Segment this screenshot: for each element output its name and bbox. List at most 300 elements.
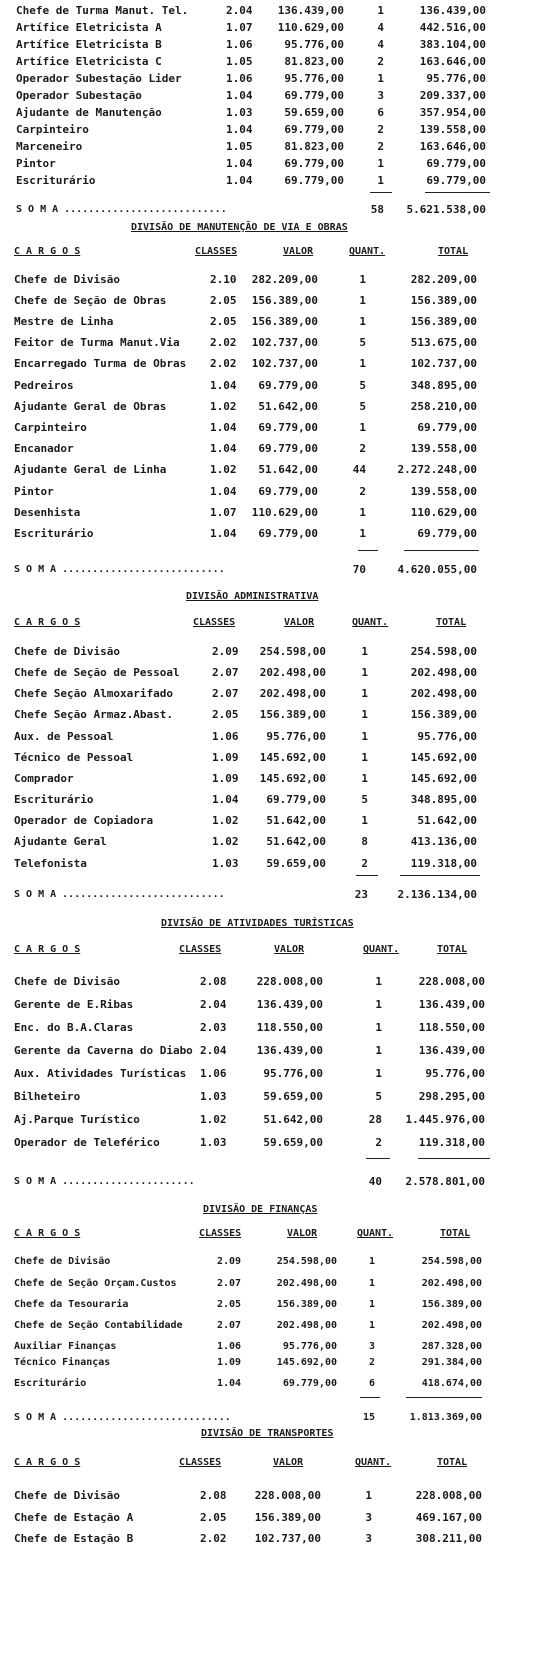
total-value: 69.779,00	[417, 421, 477, 434]
unit-value: 59.659,00	[263, 1090, 323, 1103]
cargo-name: Bilheteiro	[14, 1090, 81, 1103]
unit-value: 282.209,00	[251, 273, 318, 286]
column-header-classes: CLASSES	[199, 1228, 242, 1239]
cargo-name: Enc. do B.A.Claras	[14, 1021, 134, 1034]
class-value: 1.04	[210, 442, 237, 455]
quantity-value: 1	[377, 174, 384, 187]
quantity-value: 2	[377, 140, 384, 153]
total-value: 348.895,00	[410, 379, 477, 392]
total-value: 308.211,00	[415, 1532, 482, 1545]
quantity-value: 1	[361, 730, 368, 743]
quantity-value: 1	[361, 645, 368, 658]
cargo-name: Chefe de Divisão	[14, 273, 120, 286]
unit-value: 228.008,00	[254, 1489, 321, 1502]
quantity-value: 1	[359, 273, 366, 286]
unit-value: 156.389,00	[254, 1511, 321, 1524]
quantity-value: 1	[368, 1278, 375, 1289]
cargo-name: Chefe de Seção Contabilidade	[14, 1320, 183, 1331]
total-value: 156.389,00	[410, 315, 477, 328]
cargo-name: Ajudante Geral de Linha	[14, 463, 167, 476]
total-rule	[406, 1397, 482, 1398]
unit-value: 95.776,00	[284, 38, 344, 51]
unit-value: 102.737,00	[251, 357, 318, 370]
class-value: 1.04	[226, 174, 253, 187]
quantity-value: 1	[368, 1256, 375, 1267]
total-value: 209.337,00	[419, 89, 486, 102]
total-rule	[425, 192, 490, 193]
cargo-name: Operador Subestação Lider	[16, 72, 182, 85]
unit-value: 69.779,00	[266, 793, 326, 806]
total-value: 95.776,00	[417, 730, 477, 743]
cargo-name: Gerente de E.Ribas	[14, 998, 134, 1011]
column-header-cargos: C A R G O S	[14, 246, 81, 257]
unit-value: 254.598,00	[259, 645, 326, 658]
total-value: 228.008,00	[418, 975, 485, 988]
cargo-name: Encanador	[14, 442, 74, 455]
total-rule	[400, 875, 480, 876]
cargo-name: Comprador	[14, 772, 74, 785]
unit-value: 102.737,00	[254, 1532, 321, 1545]
quantity-value: 3	[365, 1511, 372, 1524]
total-value: 156.389,00	[410, 708, 477, 721]
unit-value: 145.692,00	[259, 751, 326, 764]
cargo-name: Chefe de Divisão	[14, 975, 120, 988]
total-value: 145.692,00	[410, 772, 477, 785]
class-value: 1.03	[200, 1136, 227, 1149]
column-header-valor: VALOR	[274, 944, 305, 955]
unit-value: 69.779,00	[258, 442, 318, 455]
cargo-name: Auxiliar Finanças	[14, 1341, 117, 1352]
cargo-name: Artífice Eletricista A	[16, 21, 162, 34]
quantity-value: 1	[365, 1489, 372, 1502]
unit-value: 69.779,00	[258, 485, 318, 498]
total-value: 69.779,00	[417, 527, 477, 540]
unit-value: 156.389,00	[251, 294, 318, 307]
cargo-name: Chefe de Turma Manut. Tel.	[16, 4, 189, 17]
column-header-quant: QUANT.	[355, 1457, 392, 1468]
total-value: 119.318,00	[410, 857, 477, 870]
quantity-value: 1	[368, 1320, 375, 1331]
soma-quantity: 23	[354, 888, 368, 901]
cargo-name: Mestre de Linha	[14, 315, 114, 328]
unit-value: 59.659,00	[266, 857, 326, 870]
quantity-value: 1	[361, 772, 368, 785]
quantity-value: 3	[368, 1341, 375, 1352]
total-value: 110.629,00	[410, 506, 477, 519]
quantity-value: 1	[359, 357, 366, 370]
class-value: 1.02	[212, 835, 239, 848]
class-value: 1.07	[210, 506, 237, 519]
soma-quantity: 70	[352, 563, 366, 576]
section-title: DIVISÃO DE TRANSPORTES	[201, 1428, 334, 1439]
unit-value: 69.779,00	[284, 123, 344, 136]
soma-total: 2.136.134,00	[397, 888, 477, 901]
quantity-value: 1	[375, 1021, 382, 1034]
unit-value: 254.598,00	[276, 1256, 337, 1267]
quantity-value: 3	[365, 1532, 372, 1545]
column-header-total: TOTAL	[436, 617, 467, 628]
unit-value: 51.642,00	[263, 1113, 323, 1126]
cargo-name: Chefe de Divisão	[14, 645, 120, 658]
unit-value: 202.498,00	[259, 687, 326, 700]
column-header-total: TOTAL	[438, 246, 469, 257]
cargo-name: Chefe de Seção de Obras	[14, 294, 167, 307]
quantity-value: 5	[375, 1090, 382, 1103]
class-value: 2.09	[212, 645, 239, 658]
class-value: 1.09	[212, 751, 239, 764]
unit-value: 95.776,00	[266, 730, 326, 743]
cargo-name: Operador de Copiadora	[14, 814, 154, 827]
column-header-total: TOTAL	[440, 1228, 471, 1239]
class-value: 1.04	[226, 89, 253, 102]
class-value: 1.06	[226, 72, 253, 85]
quantity-value: 1	[359, 506, 366, 519]
cargo-name: Técnico de Pessoal	[14, 751, 134, 764]
unit-value: 202.498,00	[259, 666, 326, 679]
cargo-name: Pintor	[14, 485, 54, 498]
quantity-value: 1	[361, 708, 368, 721]
unit-value: 51.642,00	[258, 463, 318, 476]
soma-label: S O M A ...........................	[14, 564, 225, 575]
total-value: 357.954,00	[419, 106, 486, 119]
class-value: 1.04	[210, 527, 237, 540]
quantity-value: 8	[361, 835, 368, 848]
total-value: 469.167,00	[415, 1511, 482, 1524]
total-value: 102.737,00	[410, 357, 477, 370]
class-value: 2.08	[200, 1489, 227, 1502]
total-value: 287.328,00	[421, 1341, 482, 1352]
quantity-value: 3	[377, 89, 384, 102]
class-value: 1.07	[226, 21, 253, 34]
quantity-value: 1	[361, 687, 368, 700]
cargo-name: Escriturário	[14, 793, 94, 806]
total-rule	[418, 1158, 490, 1159]
total-value: 418.674,00	[421, 1378, 482, 1389]
unit-value: 110.629,00	[277, 21, 344, 34]
total-value: 291.384,00	[421, 1357, 482, 1368]
quantity-rule	[360, 1397, 380, 1398]
quantity-value: 6	[368, 1378, 375, 1389]
quantity-rule	[358, 550, 378, 551]
quantity-value: 1	[377, 4, 384, 17]
class-value: 1.04	[212, 793, 239, 806]
unit-value: 81.823,00	[284, 55, 344, 68]
section-title: DIVISÃO DE ATIVIDADES TURÍSTICAS	[161, 918, 354, 929]
soma-total: 2.578.801,00	[405, 1175, 485, 1188]
quantity-value: 2	[359, 485, 366, 498]
cargo-name: Escriturário	[14, 1378, 87, 1389]
cargo-name: Chefe de Seção de Pessoal	[14, 666, 180, 679]
unit-value: 202.498,00	[276, 1320, 337, 1331]
quantity-value: 1	[361, 751, 368, 764]
unit-value: 69.779,00	[282, 1378, 337, 1389]
total-value: 136.439,00	[418, 1044, 485, 1057]
unit-value: 81.823,00	[284, 140, 344, 153]
cargo-name: Gerente da Caverna do Diabo	[14, 1044, 193, 1057]
quantity-value: 44	[352, 463, 366, 476]
total-value: 145.692,00	[410, 751, 477, 764]
class-value: 1.04	[210, 379, 237, 392]
class-value: 2.02	[210, 357, 237, 370]
section-title: DIVISÃO DE MANUTENÇÃO DE VIA E OBRAS	[131, 222, 348, 233]
unit-value: 59.659,00	[284, 106, 344, 119]
class-value: 1.05	[226, 55, 253, 68]
column-header-cargos: C A R G O S	[14, 617, 81, 628]
class-value: 2.04	[200, 998, 227, 1011]
class-value: 2.08	[200, 975, 227, 988]
total-value: 348.895,00	[410, 793, 477, 806]
unit-value: 156.389,00	[251, 315, 318, 328]
total-value: 254.598,00	[421, 1256, 482, 1267]
class-value: 1.04	[226, 123, 253, 136]
cargo-name: Chefe de Seção Orçam.Custos	[14, 1278, 177, 1289]
total-value: 139.558,00	[410, 485, 477, 498]
class-value: 2.03	[200, 1021, 227, 1034]
quantity-value: 1	[359, 315, 366, 328]
cargo-name: Telefonista	[14, 857, 87, 870]
quantity-value: 6	[377, 106, 384, 119]
total-value: 136.439,00	[418, 998, 485, 1011]
column-header-quant: QUANT.	[352, 617, 389, 628]
soma-quantity: 58	[370, 203, 384, 216]
section-title: DIVISÃO DE FINANÇAS	[203, 1204, 318, 1215]
quantity-value: 1	[375, 998, 382, 1011]
class-value: 2.05	[210, 315, 237, 328]
class-value: 2.04	[226, 4, 253, 17]
class-value: 1.05	[226, 140, 253, 153]
quantity-value: 2	[368, 1357, 375, 1368]
unit-value: 136.439,00	[277, 4, 344, 17]
total-value: 69.779,00	[426, 157, 486, 170]
cargo-name: Chefe Seção Almoxarifado	[14, 687, 173, 700]
total-value: 513.675,00	[410, 336, 477, 349]
total-value: 2.272.248,00	[397, 463, 477, 476]
cargo-name: Feitor de Turma Manut.Via	[14, 336, 180, 349]
class-value: 1.02	[210, 463, 237, 476]
quantity-rule	[370, 192, 392, 193]
unit-value: 69.779,00	[258, 379, 318, 392]
quantity-value: 2	[375, 1136, 382, 1149]
soma-label: S O M A ............................	[14, 1412, 231, 1423]
total-value: 298.295,00	[418, 1090, 485, 1103]
quantity-value: 5	[359, 336, 366, 349]
column-header-valor: VALOR	[273, 1457, 304, 1468]
cargo-name: Carpinteiro	[14, 421, 87, 434]
class-value: 1.02	[210, 400, 237, 413]
cargo-name: Chefe de Divisão	[14, 1256, 111, 1267]
column-header-quant: QUANT.	[363, 944, 400, 955]
class-value: 1.04	[226, 157, 253, 170]
class-value: 2.10	[210, 273, 237, 286]
cargo-name: Chefe de Estação B	[14, 1532, 134, 1545]
cargo-name: Pintor	[16, 157, 56, 170]
soma-total: 1.813.369,00	[409, 1412, 482, 1423]
cargo-name: Chefe Seção Armaz.Abast.	[14, 708, 173, 721]
cargo-name: Aux. de Pessoal	[14, 730, 114, 743]
soma-label: S O M A ...........................	[16, 204, 227, 215]
quantity-value: 1	[361, 666, 368, 679]
unit-value: 51.642,00	[266, 835, 326, 848]
cargo-name: Escriturário	[14, 527, 94, 540]
cargo-name: Ajudante Geral	[14, 835, 107, 848]
column-header-classes: CLASSES	[179, 944, 222, 955]
total-value: 139.558,00	[410, 442, 477, 455]
total-rule	[404, 550, 479, 551]
total-value: 202.498,00	[421, 1320, 482, 1331]
total-value: 156.389,00	[421, 1299, 482, 1310]
class-value: 1.09	[217, 1357, 242, 1368]
unit-value: 102.737,00	[251, 336, 318, 349]
class-value: 1.02	[212, 814, 239, 827]
total-value: 1.445.976,00	[405, 1113, 485, 1126]
unit-value: 110.629,00	[251, 506, 318, 519]
class-value: 2.07	[217, 1278, 242, 1289]
unit-value: 95.776,00	[263, 1067, 323, 1080]
cargo-name: Chefe da Tesouraria	[14, 1299, 129, 1310]
total-value: 254.598,00	[410, 645, 477, 658]
unit-value: 69.779,00	[284, 157, 344, 170]
column-header-valor: VALOR	[287, 1228, 318, 1239]
quantity-value: 2	[377, 55, 384, 68]
column-header-quant: QUANT.	[349, 246, 386, 257]
class-value: 2.02	[210, 336, 237, 349]
column-header-cargos: C A R G O S	[14, 1228, 81, 1239]
unit-value: 69.779,00	[258, 527, 318, 540]
total-value: 442.516,00	[419, 21, 486, 34]
cargo-name: Artífice Eletricista C	[16, 55, 162, 68]
soma-label: S O M A ......................	[14, 1176, 195, 1187]
quantity-value: 2	[359, 442, 366, 455]
soma-quantity: 15	[362, 1412, 375, 1423]
class-value: 1.09	[212, 772, 239, 785]
class-value: 1.04	[217, 1378, 242, 1389]
total-value: 51.642,00	[417, 814, 477, 827]
cargo-name: Marceneiro	[16, 140, 83, 153]
quantity-value: 5	[359, 379, 366, 392]
unit-value: 51.642,00	[258, 400, 318, 413]
total-value: 95.776,00	[425, 1067, 485, 1080]
class-value: 2.04	[200, 1044, 227, 1057]
cargo-name: Técnico Finanças	[14, 1357, 111, 1368]
quantity-value: 5	[359, 400, 366, 413]
unit-value: 51.642,00	[266, 814, 326, 827]
total-value: 118.550,00	[418, 1021, 485, 1034]
class-value: 1.03	[212, 857, 239, 870]
quantity-value: 1	[368, 1299, 375, 1310]
quantity-value: 2	[377, 123, 384, 136]
soma-total: 5.621.538,00	[406, 203, 486, 216]
class-value: 1.04	[210, 485, 237, 498]
cargo-name: Operador Subestação	[16, 89, 142, 102]
quantity-value: 2	[361, 857, 368, 870]
cargo-name: Aux. Atividades Turísticas	[14, 1067, 187, 1080]
class-value: 2.07	[212, 687, 239, 700]
total-value: 202.498,00	[410, 687, 477, 700]
unit-value: 95.776,00	[282, 1341, 337, 1352]
cargo-name: Chefe de Estação A	[14, 1511, 134, 1524]
unit-value: 136.439,00	[256, 1044, 323, 1057]
cargo-name: Aj.Parque Turístico	[14, 1113, 140, 1126]
quantity-value: 1	[377, 157, 384, 170]
total-value: 282.209,00	[410, 273, 477, 286]
class-value: 2.05	[210, 294, 237, 307]
column-header-total: TOTAL	[437, 1457, 468, 1468]
column-header-valor: VALOR	[284, 617, 315, 628]
class-value: 2.07	[212, 666, 239, 679]
class-value: 1.06	[217, 1341, 242, 1352]
quantity-value: 1	[375, 1067, 382, 1080]
quantity-value: 1	[375, 1044, 382, 1057]
total-value: 136.439,00	[419, 4, 486, 17]
cargo-name: Pedreiros	[14, 379, 74, 392]
quantity-value: 4	[377, 21, 384, 34]
column-header-classes: CLASSES	[193, 617, 236, 628]
unit-value: 145.692,00	[259, 772, 326, 785]
total-value: 202.498,00	[421, 1278, 482, 1289]
quantity-value: 1	[361, 814, 368, 827]
cargo-name: Escriturário	[16, 174, 96, 187]
cargo-name: Desenhista	[14, 506, 81, 519]
total-value: 383.104,00	[419, 38, 486, 51]
class-value: 1.04	[210, 421, 237, 434]
column-header-classes: CLASSES	[195, 246, 238, 257]
soma-total: 4.620.055,00	[397, 563, 477, 576]
class-value: 1.03	[226, 106, 253, 119]
cargo-name: Encarregado Turma de Obras	[14, 357, 187, 370]
class-value: 1.06	[212, 730, 239, 743]
soma-quantity: 40	[368, 1175, 382, 1188]
class-value: 1.03	[200, 1090, 227, 1103]
class-value: 1.02	[200, 1113, 227, 1126]
unit-value: 202.498,00	[276, 1278, 337, 1289]
class-value: 2.05	[200, 1511, 227, 1524]
unit-value: 145.692,00	[276, 1357, 337, 1368]
quantity-value: 1	[359, 421, 366, 434]
column-header-cargos: C A R G O S	[14, 1457, 81, 1468]
class-value: 2.02	[200, 1532, 227, 1545]
class-value: 2.09	[217, 1256, 242, 1267]
unit-value: 156.389,00	[259, 708, 326, 721]
total-value: 95.776,00	[426, 72, 486, 85]
quantity-value: 5	[361, 793, 368, 806]
quantity-rule	[366, 1158, 390, 1159]
total-value: 163.646,00	[419, 55, 486, 68]
total-value: 163.646,00	[419, 140, 486, 153]
section-title: DIVISÃO ADMINISTRATIVA	[186, 591, 319, 602]
unit-value: 69.779,00	[258, 421, 318, 434]
unit-value: 69.779,00	[284, 174, 344, 187]
unit-value: 118.550,00	[256, 1021, 323, 1034]
quantity-value: 1	[377, 72, 384, 85]
total-value: 119.318,00	[418, 1136, 485, 1149]
cargo-name: Artífice Eletricista B	[16, 38, 162, 51]
total-value: 156.389,00	[410, 294, 477, 307]
total-value: 258.210,00	[410, 400, 477, 413]
column-header-quant: QUANT.	[357, 1228, 394, 1239]
column-header-cargos: C A R G O S	[14, 944, 81, 955]
quantity-value: 1	[359, 527, 366, 540]
column-header-valor: VALOR	[283, 246, 314, 257]
quantity-value: 1	[359, 294, 366, 307]
class-value: 2.05	[217, 1299, 242, 1310]
unit-value: 69.779,00	[284, 89, 344, 102]
total-value: 139.558,00	[419, 123, 486, 136]
cargo-name: Operador de Teleférico	[14, 1136, 160, 1149]
class-value: 1.06	[226, 38, 253, 51]
class-value: 2.07	[217, 1320, 242, 1331]
total-value: 202.498,00	[410, 666, 477, 679]
class-value: 2.05	[212, 708, 239, 721]
